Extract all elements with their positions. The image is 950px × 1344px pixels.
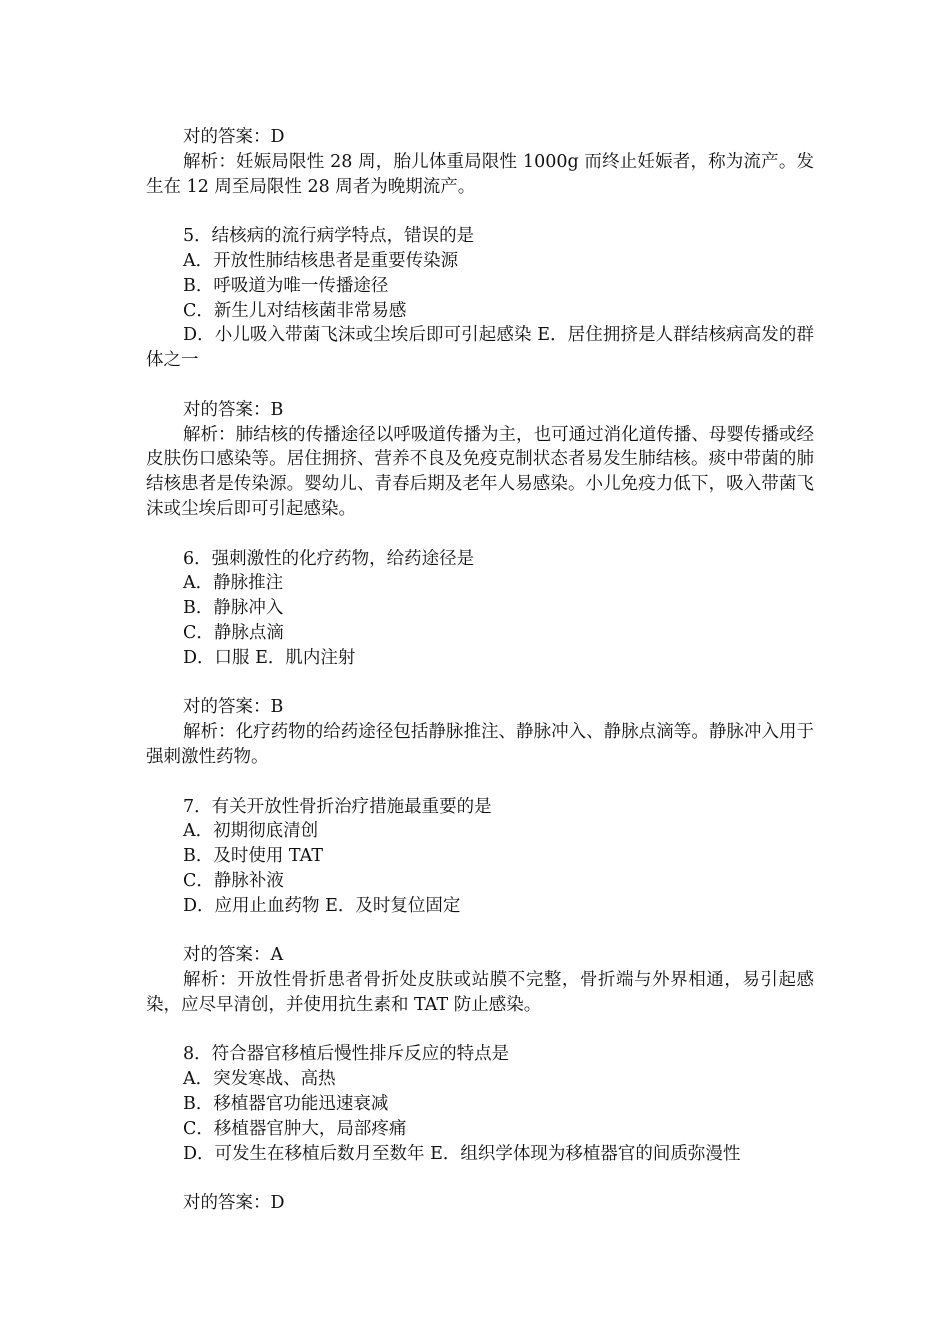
analysis-q6: 解析：化疗药物的给药途径包括静脉推注、静脉冲入、静脉点滴等。静脉冲入用于强刺激性药物。 [146,722,814,767]
spacer [146,199,814,224]
question-6-option-a: A．静脉推注 [183,573,284,594]
answer-q4: 对的答案：D [183,127,285,147]
question-8-option-b: B．移植器官功能迅速衰减 [183,1094,389,1115]
spacer [146,1166,814,1191]
question-5-option-d-e: D．小儿吸入带菌飞沫或尘埃后即可引起感染 E．居住拥挤是人群结核病高发的群体之一 [146,325,814,371]
question-7-option-d-e: D．应用止血药物 E．及时复位固定 [183,895,461,916]
analysis-q4: 解析：妊娠局限性 28 周，胎儿体重局限性 1000g 而终止妊娠者，称为流产。发生在 12 周至局限性 28 周者为晚期流产。 [146,151,814,197]
question-7-option-a: A．初期彻底清创 [183,821,319,842]
spacer [146,1018,814,1043]
question-5-option-b: B．呼吸道为唯一传播途径 [183,275,389,296]
question-5-option-c: C．新生儿对结核菌非常易感 [183,300,407,321]
spacer [146,671,814,696]
document-body [146,125,814,1216]
answer-q8: 对的答案：D [183,1193,285,1214]
question-7-option-b: B．及时使用 TAT [183,846,323,867]
spacer [146,522,814,547]
analysis-q7: 解析：开放性骨折患者骨折处皮肤或站膜不完整，骨折端与外界相通，易引起感染，应尽早清创，并使用抗生素和 TAT 防止感染。 [146,970,814,1015]
question-8-option-a: A．突发寒战、高热 [183,1069,336,1090]
question-8-option-d-e: D．可发生在移植后数月至数年 E．组织学体现为移植器官的间质弥漫性 [183,1143,741,1164]
analysis-q5: 解析：肺结核的传播途径以呼吸道传播为主，也可通过消化道传播、母婴传播或经皮肤伤口感染等。居住拥挤、营养不良及免疫克制状态者易发生肺结核。痰中带菌的肺结核患者是传染源。婴幼儿、青春后期及老年人易感染。小儿免疫力低下，吸入带菌飞沫或尘埃后即可引起感染。 [146,424,814,519]
answer-q6: 对的答案：B [183,697,284,718]
question-6-option-d-e: D．口服 E．肌内注射 [183,647,356,668]
answer-q7: 对的答案：A [183,945,284,966]
question-6-option-c: C．静脉点滴 [183,622,284,643]
question-8-option-c: C．移植器官肿大，局部疼痛 [183,1118,407,1139]
answer-q5: 对的答案：B [183,399,284,420]
spacer [146,373,814,398]
question-5-option-a: A．开放性肺结核患者是重要传染源 [183,250,459,271]
question-7-stem: 7．有关开放性骨折治疗措施最重要的是 [183,796,492,817]
question-7-option-c: C．静脉补液 [183,870,284,891]
spacer [146,770,814,795]
question-6-option-b: B．静脉冲入 [183,598,284,619]
spacer [146,919,814,944]
question-5-stem: 5．结核病的流行病学特点，错误的是 [183,226,475,247]
question-6-stem: 6．强刺激性的化疗药物，给药途径是 [183,548,475,569]
question-8-stem: 8．符合器官移植后慢性排斥反应的特点是 [183,1044,510,1065]
